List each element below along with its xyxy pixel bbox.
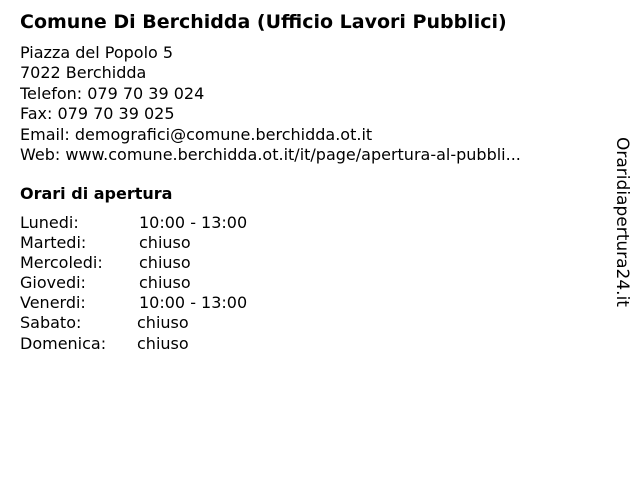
day-label: Domenica: <box>20 333 107 353</box>
day-hours: 10:00 - 13:00 <box>139 213 248 232</box>
day-label: Venerdi: <box>20 293 86 313</box>
site-watermark: Oraridiapertura24.it <box>612 137 632 307</box>
day-hours: chiuso <box>139 273 191 293</box>
day-hours: chiuso <box>139 233 191 253</box>
day-label: Giovedi: <box>20 273 86 293</box>
city-line: 7022 Berchidda <box>20 63 147 83</box>
day-label: Sabato: <box>20 313 82 333</box>
phone-line: Telefon: 079 70 39 024 <box>20 83 205 103</box>
opening-hours-title: Orari di apertura <box>20 184 173 203</box>
day-label: Mercoledi: <box>20 253 103 273</box>
day-hours: chiuso <box>139 253 191 273</box>
fax-line: Fax: 079 70 39 025 <box>20 104 175 124</box>
email-line: Email: demografici@comune.berchidda.ot.it <box>20 124 373 144</box>
day-hours: chiuso <box>137 313 189 333</box>
day-hours: 10:00 - 13:00 <box>139 293 248 313</box>
web-line: Web: www.comune.berchidda.ot.it/it/page/apertura-al-pubbli... <box>20 145 521 165</box>
day-label: Lunedi: <box>20 213 79 232</box>
page-title: Comune Di Berchidda (Ufficio Lavori Pubblici) <box>20 11 507 33</box>
address-line: Piazza del Popolo 5 <box>20 43 174 62</box>
contact-block <box>20 43 580 165</box>
day-label: Martedi: <box>20 233 87 253</box>
day-hours: chiuso <box>137 333 189 353</box>
